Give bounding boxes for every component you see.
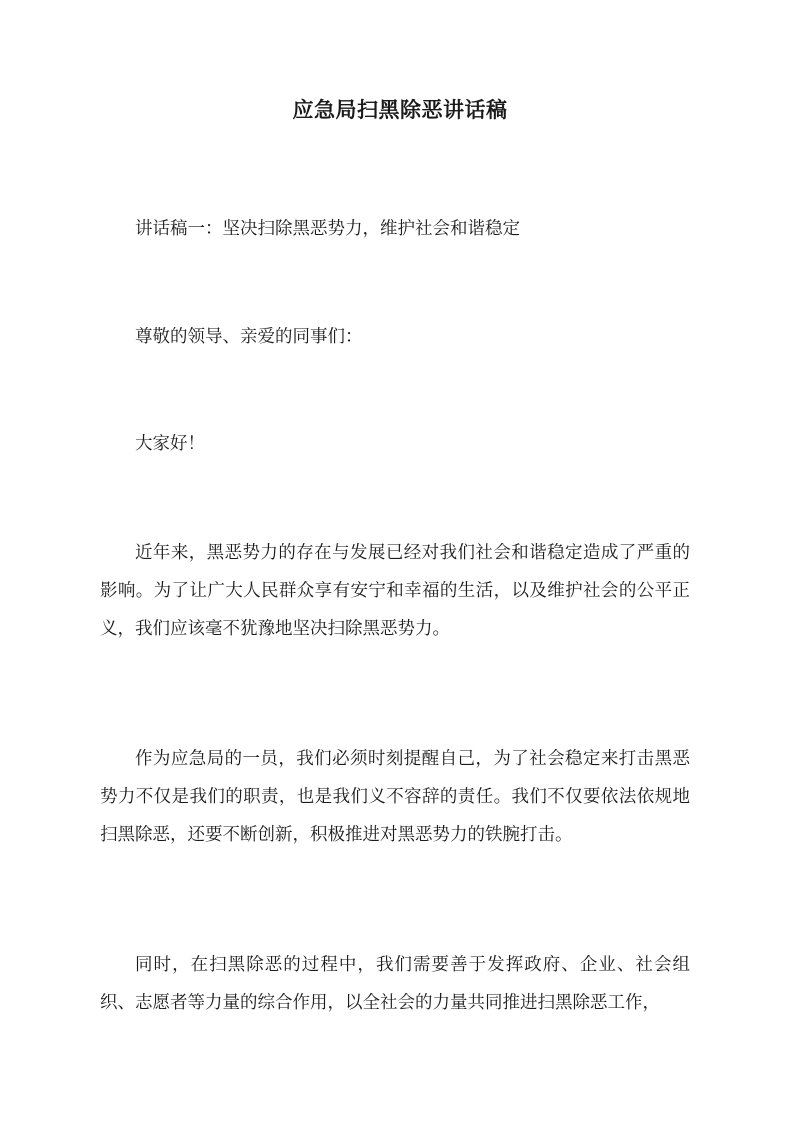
salutation-paragraph: 尊敬的领导、亲爱的同事们： [135, 327, 363, 347]
body-paragraph: 近年来，黑恶势力的存在与发展已经对我们社会和谐稳定造成了严重的影响。为了让广大人民群众享有安宁和幸福的生活，以及维护社会的公平正义，我们应该毫不犹豫地坚决扫除黑恶势力。 [100, 543, 690, 639]
speech-subtitle: 讲话稿一：坚决扫除黑恶势力，维护社会和谐稳定 [135, 219, 520, 239]
greeting-paragraph: 大家好！ [135, 434, 205, 454]
document-title: 应急局扫黑除恶讲话稿 [292, 97, 508, 122]
body-paragraph: 同时，在扫黑除恶的过程中，我们需要善于发挥政府、企业、社会组织、志愿者等力量的综合作用，以全社会的力量共同推进扫黑除恶工作， [100, 955, 690, 1013]
body-paragraph: 作为应急局的一员，我们必须时刻提醒自己，为了社会稳定来打击黑恶势力不仅是我们的职责，也是我们义不容辞的责任。我们不仅要依法依规地扫黑除恶，还要不断创新，积极推进对黑恶势力的铁腕打击。 [100, 749, 690, 845]
